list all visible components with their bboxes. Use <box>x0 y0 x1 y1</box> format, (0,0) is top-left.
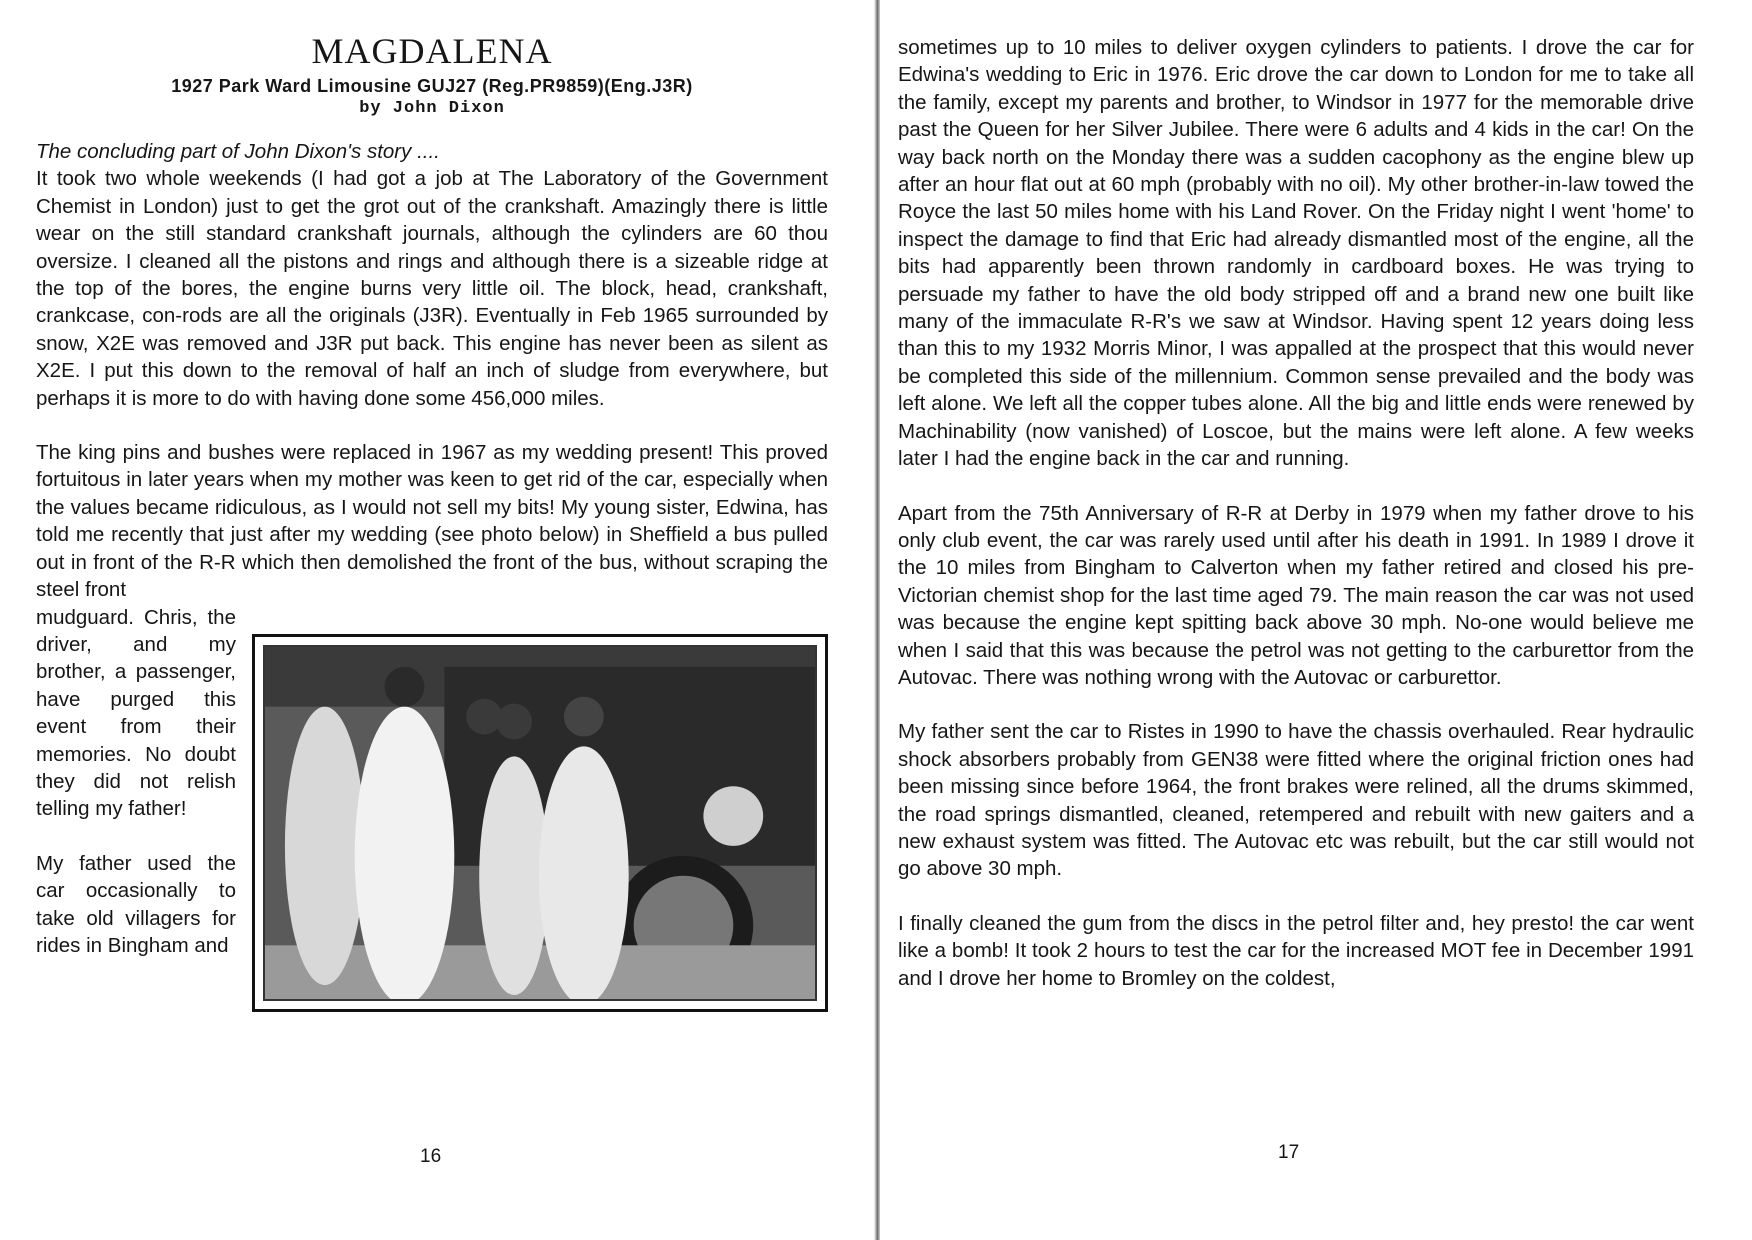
right-paragraph-4: I finally cleaned the gum from the discs in the petrol filter and, hey presto! the car went like a bomb! It took 2 hours to test the car for the increased MOT fee in December 1991 and I drove her home to Bromley on the coldest, <box>898 911 1694 990</box>
photo-illustration <box>265 647 815 999</box>
left-paragraph-3: My father used the car occasionally to take old villagers for rides in Bingham and <box>36 851 236 957</box>
right-page <box>878 0 1752 1240</box>
wrapped-text-column <box>36 604 236 960</box>
left-column <box>36 30 828 959</box>
right-column <box>898 34 1694 992</box>
wedding-photo <box>252 634 828 1012</box>
right-paragraph-1: sometimes up to 10 miles to deliver oxygen cylinders to patients. I drove the car for Edwina's wedding to Eric in 1976. Eric drove the car down to London for me to take all the family, except my parents and brother, to Windsor in 1977 for the memorable drive past the Queen for her Silver Jubilee. There were 6 adults and 4 kids in the car! On the way back north on the Monday there was a sudden cacophony as the engine blew up after an hour flat out at 60 mph (probably with no oil). My other brother-in-law towed the Royce the last 50 miles home with his Land Rover. On the Friday night I went 'home' to inspect the damage to find that Eric had already dismantled most of the engine, all the bits had apparently been thrown randomly in cardboard boxes. He was trying to persuade my father to have the old body stripped off and a brand new one built like many of the immaculate R-R's we saw at Windsor. Having spent 12 years doing less than this to my 1932 Morris Minor, I was appalled at the prospect that this would never be completed this side of the millennium. Common sense prevailed and the body was left alone. We left all the copper tubes alone. All the big and little ends were renewed by Machinability (now vanished) of Loscoe, but the mains were left alone. A few weeks later I had the engine back in the car and running. <box>898 36 1694 471</box>
article-byline: by John Dixon <box>359 99 505 118</box>
page-number-right: 17 <box>1278 1142 1300 1163</box>
left-paragraph-2-continued: mudguard. Chris, the driver, and my brother, a passenger, have purged this event from their memories. No doubt they did not relish telling my father! <box>36 605 236 821</box>
left-paragraph-2: The king pins and bushes were replaced in 1967 as my wedding present! This proved fortuitous in later years when my mother was keen to get rid of the car, especially when the values became ridiculous, as I would not sell my bits! My young sister, Edwina, has told me recently that just after my wedding (see photo below) in Sheffield a bus pulled out in front of the R-R which then demolished the front of the bus, without scraping the steel front <box>36 441 828 602</box>
page-number-left: 16 <box>420 1146 442 1167</box>
right-paragraph-3: My father sent the car to Ristes in 1990 to have the chassis overhauled. Rear hydraulic shock absorbers probably from GEN38 were fitted where the original friction ones had been missing since before 1964, the front brakes were relined, all the drums skimmed, the road springs dismantled, cleaned, retempered and rebuilt with new gaiters and a new exhaust system was fitted. The Autovac etc was rebuilt, but the car still would not go above 30 mph. <box>898 720 1694 881</box>
photo-wrap-area <box>36 604 828 960</box>
left-paragraph-1: It took two whole weekends (I had got a job at The Laboratory of the Government Chemist in London) just to get the grot out of the crankshaft. Amazingly there is little wear on the still standard crankshaft journals, although the cylinders are 60 thou oversize. I cleaned all the pistons and rings and although there is a sizeable ridge at the top of the bores, the engine burns very little oil. The block, head, crankshaft, crankcase, con-rods are all the originals (J3R). Eventually in Feb 1965 surrounded by snow, X2E was removed and J3R put back. This engine has never been as silent as X2E. I put this down to the removal of half an inch of sludge from everywhere, but perhaps it is more to do with having done some 456,000 miles. <box>36 167 828 410</box>
right-paragraph-2: Apart from the 75th Anniversary of R-R at Derby in 1979 when my father drove to his only club event, the car was rarely used until after his death in 1991. In 1989 I drove it the 10 miles from Bingham to Calverton when my father retired and closed his pre-Victorian chemist shop for the last time aged 79. The main reason the car was not used was because the engine kept spitting back above 30 mph. No-one would believe me when I said that this was because the petrol was not getting to the carburettor from the Autovac. There was nothing wrong with the Autovac or carburettor. <box>898 501 1694 689</box>
article-subtitle: 1927 Park Ward Limousine GUJ27 (Reg.PR9859)(Eng.J3R) <box>171 76 693 96</box>
article-title: MAGDALENA <box>311 31 553 71</box>
intro-text: The concluding part of John Dixon's story .... <box>36 140 440 163</box>
wedding-photo-image <box>263 645 817 1001</box>
